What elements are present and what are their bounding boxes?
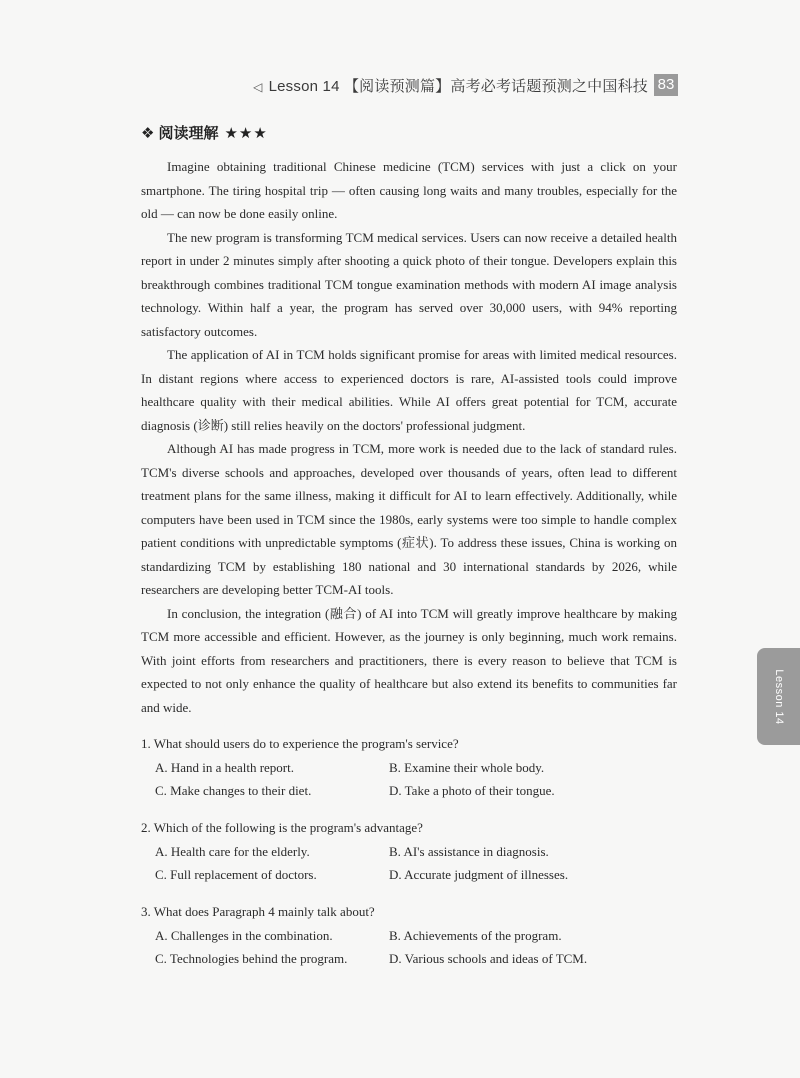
passage-paragraph: The new program is transforming TCM medical services. Users can now receive a detailed health report in under 2 minutes simply after shooting a quick photo of their tongue. Developers explain this breakthrough combines traditional TCM tongue examination methods with modern AI image analysis technology. Within half a year, the program has served over 30,000 users, with 94% reporting satisfactory outcomes. (141, 229, 677, 339)
option-c: C. Make changes to their diet. (155, 783, 312, 798)
question-list (141, 733, 681, 985)
option-c: C. Technologies behind the program. (155, 951, 348, 966)
section-title-text: 阅读理解 (158, 124, 219, 142)
triangle-left-icon: ◁ (253, 80, 263, 94)
option-a: A. Challenges in the combination. (155, 928, 333, 943)
option-b: B. Examine their whole body. (389, 760, 545, 775)
option-a: A. Hand in a health report. (155, 760, 294, 775)
question-options (141, 839, 681, 887)
section-title (141, 122, 268, 143)
passage-paragraph: In conclusion, the integration (融合) of AI into TCM will greatly improve healthcare by making TCM more accessible and efficient. However, as the journey is only beginning, much work remains. With joint efforts from researchers and practitioners, there is every reason to believe that TCM is expected to not only enhance the quality of healthcare but also extend its benefits to communities far and wide. (141, 605, 677, 715)
side-tab-label: Lesson 14 (772, 668, 785, 725)
question-item (141, 733, 681, 803)
question-item (141, 817, 681, 887)
option-d: D. Various schools and ideas of TCM. (389, 951, 588, 966)
page-header (0, 74, 800, 98)
option-d: D. Take a photo of their tongue. (389, 783, 555, 798)
question-stem: 3. What does Paragraph 4 mainly talk about? (141, 904, 375, 919)
difficulty-stars: ★★★ (224, 124, 268, 142)
option-b: B. AI's assistance in diagnosis. (389, 844, 549, 859)
option-b: B. Achievements of the program. (389, 928, 562, 943)
diamond-bullet-icon: ❖ (141, 124, 155, 142)
question-item (141, 901, 681, 971)
header-title-text: Lesson 14 【阅读预测篇】高考必考话题预测之中国科技 (268, 78, 648, 95)
lesson-side-tab (757, 648, 800, 745)
question-stem: 2. Which of the following is the program's advantage? (141, 820, 423, 835)
question-stem: 1. What should users do to experience the program's service? (141, 736, 459, 751)
option-a: A. Health care for the elderly. (155, 844, 310, 859)
passage-paragraph: The application of AI in TCM holds significant promise for areas with limited medical resources. In distant regions where access to experienced doctors is rare, AI-assisted tools could improve healthcare quality with their medical abilities. While AI offers great potential for TCM, accurate diagnosis (诊断) still relies heavily on the doctors' professional judgment. (141, 347, 677, 433)
passage-paragraph: Although AI has made progress in TCM, more work is needed due to the lack of standard rules. TCM's diverse schools and approaches, developed over thousands of years, often lead to different treatment plans for the same illness, making it difficult for AI to learn effectively. Additionally, while computers have been used in TCM since the 1980s, early systems were too simple to handle complex patient conditions with unpredictable symptoms (症状). To address these issues, China is working on standardizing TCM by establishing 180 national and 30 international standards by 2026, while researchers are developing better TCM-AI tools. (141, 441, 677, 597)
page-number: 83 (654, 74, 678, 96)
question-options (141, 923, 681, 971)
question-options (141, 755, 681, 803)
option-d: D. Accurate judgment of illnesses. (389, 867, 569, 882)
passage-paragraph: Imagine obtaining traditional Chinese medicine (TCM) services with just a click on your smartphone. The tiring hospital trip — often causing long waits and many troubles, especially for the old — can now be done easily online. (141, 159, 677, 221)
option-c: C. Full replacement of doctors. (155, 867, 317, 882)
reading-passage (141, 155, 677, 719)
header-title (253, 75, 648, 96)
